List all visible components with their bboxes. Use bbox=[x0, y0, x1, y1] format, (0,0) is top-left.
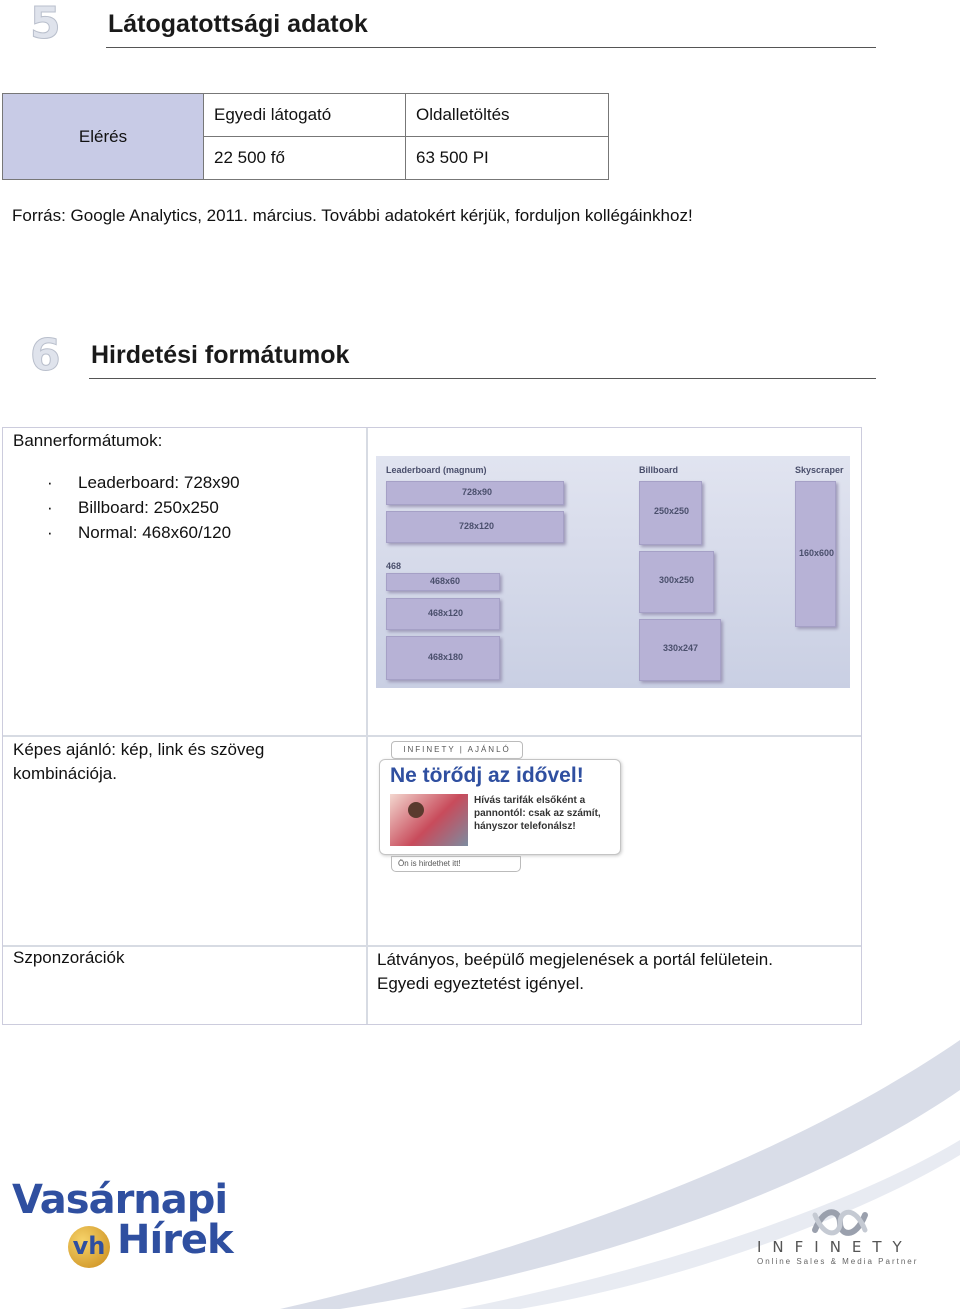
section-number-5: 5 bbox=[30, 0, 61, 49]
value-pageviews: 63 500 PI bbox=[406, 137, 609, 180]
diagram-label: Billboard bbox=[639, 465, 679, 475]
bullet-dot: · bbox=[47, 498, 53, 517]
title-rule bbox=[89, 378, 876, 379]
header-unique-visitors: Egyedi látogató bbox=[204, 94, 406, 137]
image-rec-description: Képes ajánló: kép, link és szöveg kombinációja. bbox=[13, 740, 265, 783]
ad-box-250x250: 250x250 bbox=[639, 481, 702, 545]
ad-box-330x247: 330x247 bbox=[639, 619, 721, 681]
banner-item: Billboard: 250x250 bbox=[78, 498, 219, 517]
brand-strip: INFINETY | AJÁNLÓ bbox=[391, 741, 523, 759]
banner-item: Leaderboard: 728x90 bbox=[78, 473, 240, 492]
diagram-label: Leaderboard (magnum) bbox=[386, 465, 487, 475]
formats-table bbox=[2, 427, 862, 1025]
ad-box-468x120: 468x120 bbox=[386, 598, 500, 630]
ad-box-160x600: 160x600 bbox=[795, 481, 836, 627]
vh-badge: vh bbox=[68, 1226, 110, 1268]
section-title: Hirdetési formátumok bbox=[91, 341, 350, 369]
value-unique-visitors: 22 500 fő bbox=[204, 137, 406, 180]
rec-body: Hívás tarifák elsőként a pannontól: csak az számít, hányszor telefonálsz! bbox=[474, 795, 601, 832]
bullet-dot: · bbox=[47, 473, 53, 492]
ad-box-728x90: 728x90 bbox=[386, 481, 564, 505]
diagram-label: Skyscraper bbox=[795, 465, 844, 475]
section-title: Látogatottsági adatok bbox=[108, 10, 368, 38]
ad-box-468x60: 468x60 bbox=[386, 573, 500, 591]
stats-table bbox=[2, 93, 609, 180]
rec-footer: Ön is hirdethet itt! bbox=[391, 856, 521, 872]
vasarnapi-hirek-logo: Vasárnapi Hírek bbox=[12, 1177, 233, 1263]
person-head bbox=[408, 802, 424, 818]
banner-heading: Bannerformátumok: bbox=[13, 431, 163, 450]
section-number-6: 6 bbox=[30, 330, 61, 381]
header-pageviews: Oldalletöltés bbox=[406, 94, 609, 137]
bullet-dot: · bbox=[47, 523, 53, 542]
sponsor-label: Szponzorációk bbox=[13, 948, 125, 967]
banner-item: Normal: 468x60/120 bbox=[78, 523, 232, 542]
column-divider bbox=[366, 428, 368, 1024]
footer-swoosh bbox=[0, 1030, 960, 1309]
infinety-wordmark: INFINETY bbox=[757, 1238, 913, 1256]
rec-headline: Ne törődj az idővel! bbox=[390, 764, 584, 787]
title-rule bbox=[106, 47, 876, 48]
ad-box-468x180: 468x180 bbox=[386, 636, 500, 680]
rec-photo bbox=[390, 794, 468, 846]
image-rec-sample bbox=[379, 737, 621, 872]
source-note: Forrás: Google Analytics, 2011. március. További adatokért kérjük, forduljon kollégáinkhoz! bbox=[12, 206, 693, 225]
sponsor-description: Látványos, beépülő megjelenések a portál felületein. Egyedi egyeztetést igényel. bbox=[377, 950, 773, 993]
infinety-logo-mark bbox=[810, 1205, 870, 1240]
ad-box-728x120: 728x120 bbox=[386, 511, 564, 543]
ad-box-300x250: 300x250 bbox=[639, 551, 714, 613]
banner-format-diagram bbox=[376, 456, 850, 688]
reach-label: Elérés bbox=[3, 94, 204, 180]
infinety-tagline: Online Sales & Media Partner bbox=[757, 1257, 919, 1266]
diagram-label: 468 bbox=[386, 561, 402, 571]
row-divider bbox=[3, 945, 861, 947]
rec-card bbox=[379, 759, 621, 855]
